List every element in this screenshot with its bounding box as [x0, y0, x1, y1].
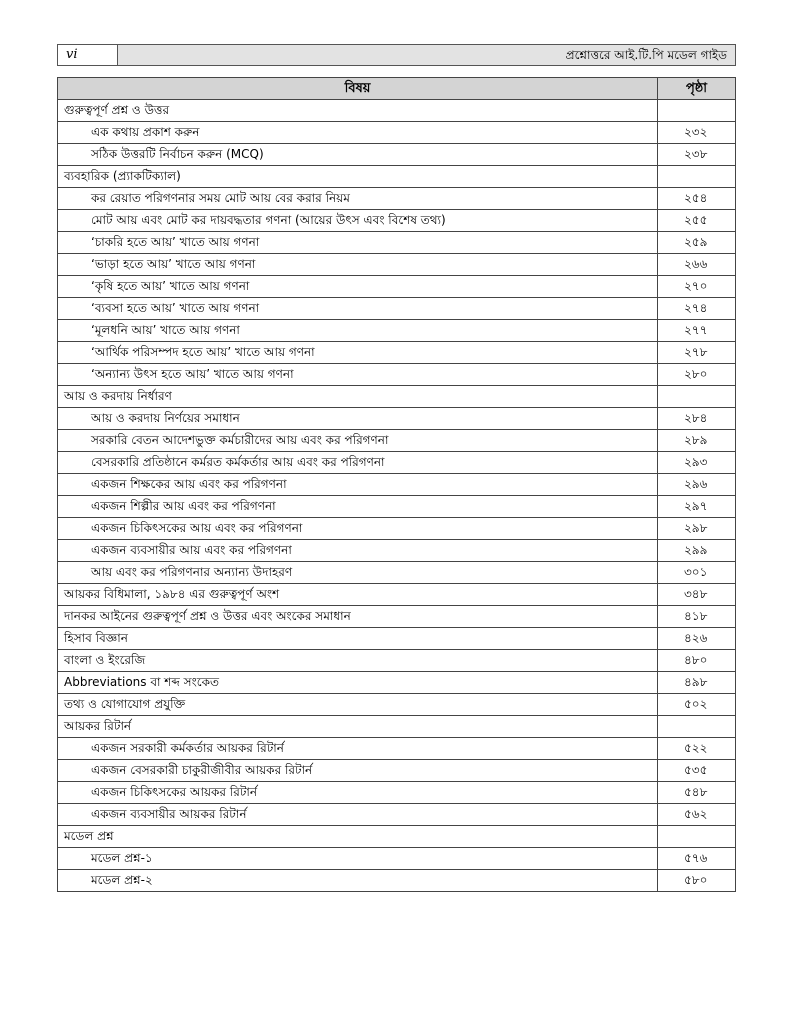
toc-row	[58, 364, 736, 386]
toc-page-number: ৫৪৮	[658, 782, 736, 804]
toc-row	[58, 430, 736, 452]
toc-entry-title: ‘ভাড়া হতে আয়’ খাতে আয় গণনা	[58, 254, 658, 276]
toc-page-number: ২৭০	[658, 276, 736, 298]
toc-row	[58, 100, 736, 122]
toc-page-number	[658, 386, 736, 408]
toc-entry-title: ‘অন্যান্য উৎস হতে আয়’ খাতে আয় গণনা	[58, 364, 658, 386]
toc-row	[58, 496, 736, 518]
toc-row	[58, 188, 736, 210]
toc-row	[58, 298, 736, 320]
toc-entry-title: একজন ব্যবসায়ীর আয়কর রিটার্ন	[58, 804, 658, 826]
toc-entry-title: একজন ব্যবসায়ীর আয় এবং কর পরিগণনা	[58, 540, 658, 562]
toc-row	[58, 562, 736, 584]
toc-entry-title: এক কথায় প্রকাশ করুন	[58, 122, 658, 144]
toc-page-number: ৪১৮	[658, 606, 736, 628]
toc-section-title: মডেল প্রশ্ন	[58, 826, 658, 848]
toc-page-number: ২৭৮	[658, 342, 736, 364]
toc-row	[58, 210, 736, 232]
toc-entry-title: একজন বেসরকারী চাকুরীজীবীর আয়কর রিটার্ন	[58, 760, 658, 782]
toc-row	[58, 716, 736, 738]
toc-row	[58, 474, 736, 496]
toc-page-number: ৩৪৮	[658, 584, 736, 606]
toc-entry-title: কর রেয়াত পরিগণনার সময় মোট আয় বের করার নিয়ম	[58, 188, 658, 210]
toc-page-number: ২৮৪	[658, 408, 736, 430]
toc-page-number: ২৩৮	[658, 144, 736, 166]
toc-section-title: আয়কর রিটার্ন	[58, 716, 658, 738]
toc-section-title: দানকর আইনের গুরুত্বপূর্ণ প্রশ্ন ও উত্তর এবং অংকের সমাধান	[58, 606, 658, 628]
toc-row	[58, 386, 736, 408]
table-of-contents	[57, 77, 736, 892]
toc-page-number: ৩০১	[658, 562, 736, 584]
page-number: vi	[58, 45, 118, 65]
toc-entry-title: বেসরকারি প্রতিষ্ঠানে কর্মরত কর্মকর্তার আয় এবং কর পরিগণনা	[58, 452, 658, 474]
toc-body	[58, 100, 736, 892]
toc-page-number	[658, 716, 736, 738]
toc-row	[58, 342, 736, 364]
toc-page-number: ৫২২	[658, 738, 736, 760]
toc-row	[58, 452, 736, 474]
toc-row	[58, 628, 736, 650]
toc-row	[58, 848, 736, 870]
toc-section-title: গুরুত্বপূর্ণ প্রশ্ন ও উত্তর	[58, 100, 658, 122]
toc-row	[58, 650, 736, 672]
toc-page-number: ২৯৬	[658, 474, 736, 496]
toc-row	[58, 782, 736, 804]
toc-row	[58, 672, 736, 694]
toc-page-number: ২৯৮	[658, 518, 736, 540]
toc-page-number: ৪২৬	[658, 628, 736, 650]
toc-page-number: ৫৮০	[658, 870, 736, 892]
toc-row	[58, 518, 736, 540]
toc-page-number: ২৬৬	[658, 254, 736, 276]
toc-page-number: ২৮৯	[658, 430, 736, 452]
toc-row	[58, 870, 736, 892]
toc-page-number	[658, 826, 736, 848]
toc-page-number: ২৫৫	[658, 210, 736, 232]
toc-entry-title: একজন শিক্ষকের আয় এবং কর পরিগণনা	[58, 474, 658, 496]
toc-row	[58, 584, 736, 606]
toc-row	[58, 760, 736, 782]
toc-entry-title: আয় এবং কর পরিগণনার অন্যান্য উদাহরণ	[58, 562, 658, 584]
toc-section-title: বাংলা ও ইংরেজি	[58, 650, 658, 672]
toc-entry-title: ‘কৃষি হতে আয়’ খাতে আয় গণনা	[58, 276, 658, 298]
toc-row	[58, 254, 736, 276]
toc-page-number: ৫০২	[658, 694, 736, 716]
toc-row	[58, 540, 736, 562]
toc-entry-title: একজন শিল্পীর আয় এবং কর পরিগণনা	[58, 496, 658, 518]
toc-page-number: ২৩২	[658, 122, 736, 144]
toc-entry-title: একজন চিকিৎসকের আয়কর রিটার্ন	[58, 782, 658, 804]
toc-row	[58, 232, 736, 254]
toc-page-number: ৫৬২	[658, 804, 736, 826]
toc-section-title: হিসাব বিজ্ঞান	[58, 628, 658, 650]
toc-page-number: ৪৮০	[658, 650, 736, 672]
book-title: প্রশ্নোত্তরে আই.টি.পি মডেল গাইড	[565, 48, 727, 62]
toc-page-number: ২৫৯	[658, 232, 736, 254]
toc-page-number: ২৫৪	[658, 188, 736, 210]
toc-entry-title: সরকারি বেতন আদেশভুক্ত কর্মচারীদের আয় এবং কর পরিগণনা	[58, 430, 658, 452]
toc-page-number: ৪৯৮	[658, 672, 736, 694]
toc-row	[58, 738, 736, 760]
toc-page-number: ২৭৭	[658, 320, 736, 342]
toc-header-row	[58, 78, 736, 100]
toc-row	[58, 166, 736, 188]
subject-column-header: বিষয়	[58, 78, 658, 100]
toc-row	[58, 408, 736, 430]
toc-page-number: ২৯৯	[658, 540, 736, 562]
toc-page-number: ২৮০	[658, 364, 736, 386]
toc-row	[58, 606, 736, 628]
toc-section-title: ব্যবহারিক (প্র্যাকটিক্যাল)	[58, 166, 658, 188]
toc-section-title: Abbreviations বা শব্দ সংকেত	[58, 672, 658, 694]
toc-page-number: ৫৩৫	[658, 760, 736, 782]
toc-row	[58, 276, 736, 298]
toc-entry-title: একজন চিকিৎসকের আয় এবং কর পরিগণনা	[58, 518, 658, 540]
toc-row	[58, 320, 736, 342]
toc-entry-title: মডেল প্রশ্ন-২	[58, 870, 658, 892]
toc-entry-title: ‘আর্থিক পরিসম্পদ হতে আয়’ খাতে আয় গণনা	[58, 342, 658, 364]
toc-section-title: আয়কর বিধিমালা, ১৯৮৪ এর গুরুত্বপূর্ণ অংশ	[58, 584, 658, 606]
toc-entry-title: মোট আয় এবং মোট কর দায়বদ্ধতার গণনা (আয়ের উৎস এবং বিশেষ তথ্য)	[58, 210, 658, 232]
toc-entry-title: ‘মূলধনি আয়’ খাতে আয় গণনা	[58, 320, 658, 342]
toc-row	[58, 694, 736, 716]
toc-entry-title: ‘ব্যবসা হতে আয়’ খাতে আয় গণনা	[58, 298, 658, 320]
toc-entry-title: আয় ও করদায় নির্ণয়ের সমাধান	[58, 408, 658, 430]
toc-row	[58, 804, 736, 826]
toc-entry-title: সঠিক উত্তরটি নির্বাচন করুন (MCQ)	[58, 144, 658, 166]
toc-row	[58, 144, 736, 166]
toc-page-number: ২৯৭	[658, 496, 736, 518]
toc-page-number: ৫৭৬	[658, 848, 736, 870]
toc-entry-title: ‘চাকরি হতে আয়’ খাতে আয় গণনা	[58, 232, 658, 254]
toc-page-number: ২৭৪	[658, 298, 736, 320]
toc-row	[58, 826, 736, 848]
toc-entry-title: একজন সরকারী কর্মকর্তার আয়কর রিটার্ন	[58, 738, 658, 760]
toc-section-title: তথ্য ও যোগাযোগ প্রযুক্তি	[58, 694, 658, 716]
running-header	[57, 44, 736, 66]
toc-row	[58, 122, 736, 144]
toc-page-number	[658, 100, 736, 122]
toc-page-number: ২৯৩	[658, 452, 736, 474]
toc-entry-title: মডেল প্রশ্ন-১	[58, 848, 658, 870]
toc-section-title: আয় ও করদায় নির্ধারণ	[58, 386, 658, 408]
toc-page-number	[658, 166, 736, 188]
page-column-header: পৃষ্ঠা	[658, 78, 736, 100]
